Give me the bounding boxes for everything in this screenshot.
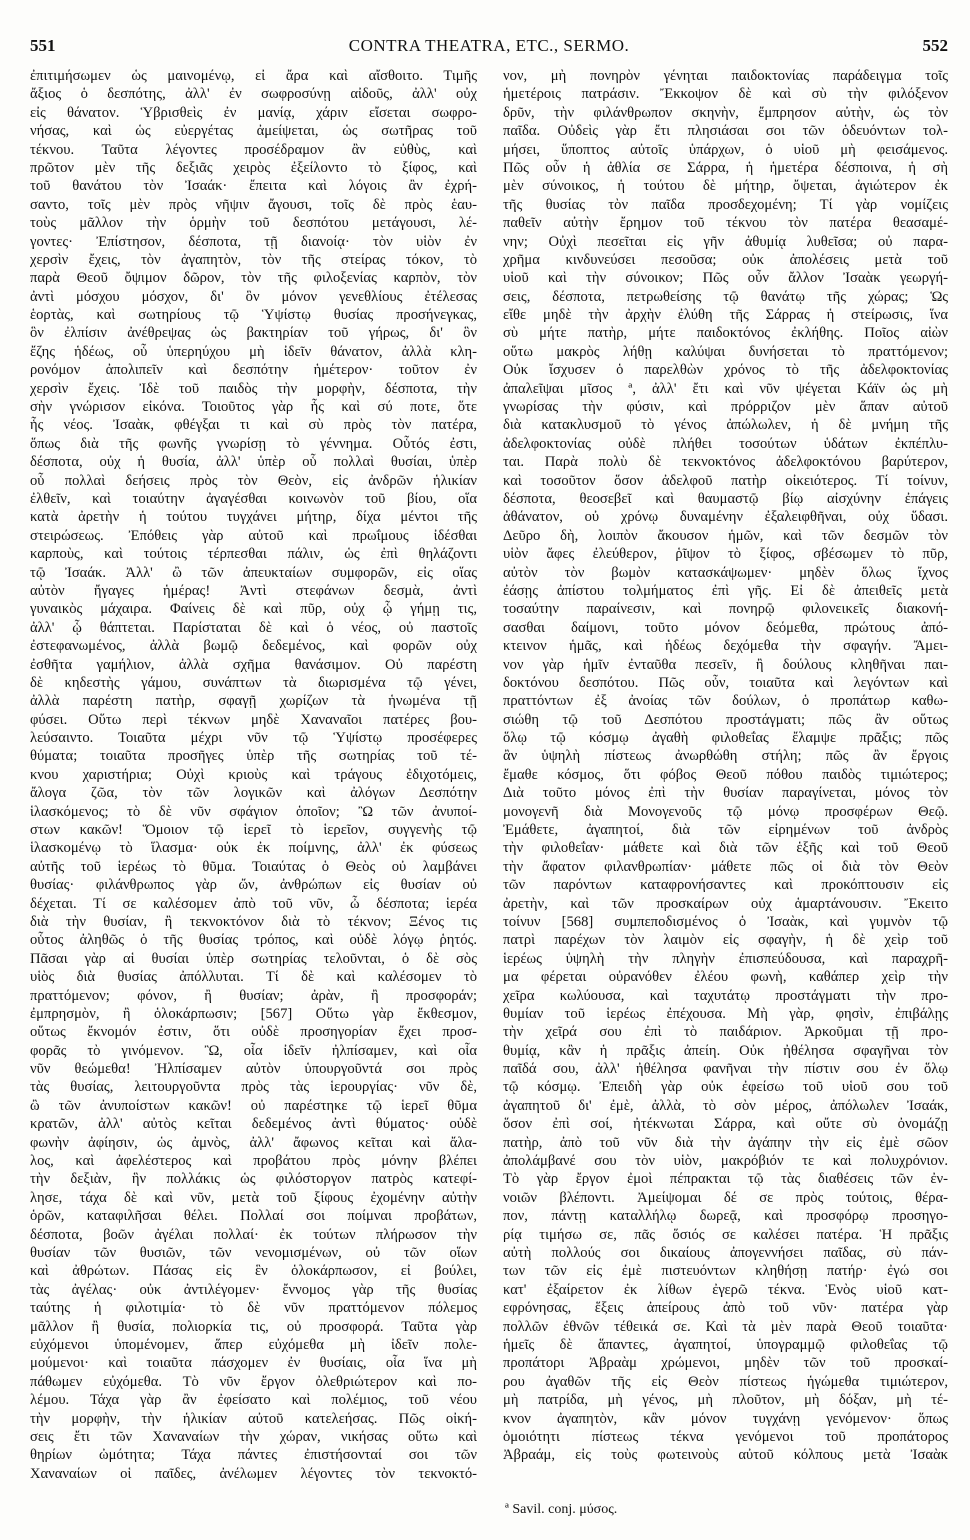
text-line: μα φέρεται οὐρανόθεν ἐλέου φωνὴ, καθάπερ χεὶρ τὴν [503,969,948,986]
text-line: ἀθάνατον, οὐ χρόνῳ δυναμένην ἐξαλειφθῆναι, οὐχ ὕδασι. [503,509,948,526]
text-line: πραττόμενον; φόνον, ἢ θυσίαν; ἀρὰν, ἢ προσφοράν; [30,987,477,1004]
text-line: πατρὶ παρέχων τὸν λαιμὸν εἰς σφαγὴν, ἡ δὲ χεὶρ τοῦ [503,932,948,949]
text-line: στων κακῶν! Ὅμοιον τῷ ἱερεῖ τὸ ἱερεῖον, συγγενὴς τῷ [30,822,477,839]
text-line: θυμίαν τοῦ ἱερέως ἐπέχουσα. Μὴ γὰρ, φησὶν, ἐπιβάλῃς [503,1005,948,1022]
text-line: καὶ τοσοῦτον ὅσον ἀδελφοῦ πατὴρ οἰκειότερος. Τί τοίνυν, [503,472,948,489]
text-line: δέσποτα, θεοσεβεῖ καὶ θαυμαστῷ βίῳ αἰσχύνην ἐπάγεις [503,490,948,507]
text-line: μὴ πατρίδα, μὴ γένος, μὴ πλοῦτον, μὴ δόξαν, μὴ τέ- [503,1392,948,1409]
text-line: νῦν θεώμεθα! Ἠλπίσαμεν αὐτὸν ὑπουργοῦντά σοι πρὸς [30,1061,477,1078]
text-line: ἐάσῃς ἀπίστου τολμήματος ἐπὶ γῆς. Εἰ δὲ ἀπειθεῖς μετὰ [503,582,948,599]
text-line: ἔμαθε κόσμος, ὅτι φόβος Θεοῦ πόθου παιδὸς τιμιώτερος; [503,766,948,783]
text-line: αὐτῆς τοῦ ἱερέως τὸ θῦμα. Τοιαύτας ὁ Θεὸς οὐ λαμβάνει [30,858,477,875]
text-line: τῷ κόσμῳ. Ἐπειδὴ γὰρ οὐκ ἐφείσω τοῦ υἱοῦ σου τοῦ [503,1079,948,1096]
text-line: σὺ μήτε πατὴρ, μήτε παιδοκτόνος ἐκλήθης. Ποῖος αἰὼν [503,325,948,342]
text-line: ἀλλ' ᾧ θάπτεται. Παρίσταται δὲ καὶ ὁ νέος, οὐ παστοῖς [30,619,477,636]
text-line: οὕτως ἔκνομόν ἐστιν, ὅτι οὐδὲ προσηγορίαν ἔχει προσ- [30,1024,477,1041]
text-line: γυναικὸς μάχαιρα. Φαίνεις δὲ καὶ πῦρ, οὐχ ᾧ γήμῃ τις, [30,601,477,618]
text-line: ἱλασκομένῳ τὸ ἵλασμα· οὐκ ἐκ ποίμνης, ἀλλ' ἐκ φύσεως [30,840,477,857]
text-line: ὃν ἐλπίσιν ἀνέθρεψας ὡς βακτηρίαν τοῦ γήρως, δι' ὃν [30,325,477,342]
text-line: τοῦ θανάτου τὸν Ἰσαάκ· ἔπειτα καὶ λόγοις ἂν ἐχρή- [30,178,477,195]
text-line: στειρώσεως. Ἐπόθεις γὰρ αὐτοῦ καὶ πρωΐμους ἰδέσθαι [30,527,477,544]
text-line: μήσει, ὕποπτος αὐτοῖς ὑπάρχων, ὁ υἱοῦ μὴ φεισάμενος. [503,141,948,158]
text-line: δέσποτα, βοῶν ἀγέλαι πολλαί· ἐκ τούτων πλήρωσον τὴν [30,1226,477,1243]
text-line: νον γὰρ ἡμῖν ἐνταῦθα πεσεῖν, ἢ δούλους κληθῆναι παι- [503,656,948,673]
text-line: ἐστεφανωμένος, ἀλλὰ βωμῷ δεδεμένος, καὶ φορῶν οὐχ [30,638,477,655]
text-line: σεις ἔτι τῶν Χαναναίων τὴν χώραν, νικήσας οὕτω καὶ [30,1428,477,1445]
text-line: παρὰ Θεοῦ ὄψιμον δῶρον, τὸν τῆς φιλοξενίας καρπὸν, τὸν [30,270,477,287]
text-line: πραττόντων ἐξ ἀνοίας τῶν δούλων, ὁ προπάτωρ καθω- [503,693,948,710]
text-line: ὢ τῶν ἀνυποίστων κακῶν! οὐ παρέστηκε τῷ ἱερεῖ θῦμα [30,1097,477,1114]
text-line: ἀντὶ μόσχου μόσχον, δι' ὃν μόνον γενεθλίους ἐτέλεσας [30,288,477,305]
text-line: ἱλασκόμενος; τὸ δὲ νῦν σφάγιον ὁποῖον; Ὢ τῶν ἀνυποί- [30,803,477,820]
text-line: δοκτόνου δεσπότου. Πῶς οὖν, τοιαῦτα καὶ λεγόντων καὶ [503,674,948,691]
text-line: ἐμπρησμὸν, ἢ ὁλοκάρπωσιν; [567] Οὕτω γὰρ ἔκθεσμον, [30,1005,477,1022]
text-line: τῷ Ἰσαάκ. Ἀλλ' ὢ τῶν ἀπευκταίων συμφορῶν, εἰς οἵας [30,564,477,581]
text-line: λος, καὶ ἀφελέστερος καὶ προβάτου πρὸς μόνην βλέπει [30,1153,477,1170]
text-line: Πᾶσαι γὰρ αἱ θυσίαι ὑπὲρ σωτηρίας τελοῦνται, ὁ δὲ σὸς [30,950,477,967]
text-line: ρονόμον ἀπολιπεῖν καὶ δεσπότην ἡμέτερον· τοῦτον ἐν [30,362,477,379]
text-line: πατὴρ, ἀπὸ τοῦ νῦν διὰ τὴν ἀγάπην τὴν εἰς ἐμὲ σῶον [503,1134,948,1151]
text-line: υἱὸν ἄφες ἐλεύθερον, ῥῖψον τὸ ξίφος, σβέσωμεν τὸ πῦρ, [503,546,948,563]
text-line: γοντες· Ἐπίστησον, δέσποτα, τῇ διανοίᾳ· τὸν υἱὸν ἐν [30,233,477,250]
text-line: εἴθε μηδὲ τὴν ἀρχὴν ἐλύθη τῆς Σάρρας ἡ στείρωσις, ἵνα [503,307,948,324]
text-line: Τὸ γὰρ ἔργον ἐμοὶ πέπρακται τῷ τὰς διαθέσεις τῶν ἐν- [503,1171,948,1188]
text-line: Διὰ τοῦτο μόνος ἐπὶ τὴν θυσίαν παραγίνεται, μόνος τὸν [503,785,948,802]
text-line: ὅλῳ τῷ κόσμῳ ἀγαθὴ φιλοθεΐας ἔλαμψε πρᾶξις; πῶς [503,730,948,747]
text-line: χερσὶν ἔχεις, τὸν ἀγαπητὸν, τὸν τῆς στείρας τόκον, τὸ [30,251,477,268]
text-line: ἐπιτιμήσωμεν ὡς μαινομένῳ, εἰ ἄρα καὶ αἴσθοιτο. Τιμῆς [30,68,477,84]
text-line: ρίᾳ τιμήσω σε, πᾶς ὅσιός σε καλέσει πατέρα. Ἡ πρᾶξις [503,1226,948,1243]
text-line: πολλῶν ἐθνῶν τέθεικά σε. Καὶ τὰ μὲν παρὰ Θεοῦ τοιαῦτα· [503,1318,948,1335]
text-line: κατὰ ἀρετὴν ἡ τούτου τυγχάνει μήτηρ, δίχα μέντοι τῆς [30,509,477,526]
text-line: οὗ πολλαὶ δεήσεις πρὸς τὸν Θεὸν, εἰς ἀνδρῶν ἡλικίαν [30,472,477,489]
text-line: τὴν δεξιὰν, ἣν πολλάκις ὡς φιλόστοργον πατρὸς κατεφί- [30,1171,477,1188]
text-line: τὰς ἀγέλας· οὐκ ἀντιλέγομεν· ἔννομος γὰρ τῆς θυσίας [30,1281,477,1298]
text-line: φύσει. Οὕτω περὶ τέκνων μηδὲ Χαναναῖοι πατέρες βου- [30,711,477,728]
text-line: ταύτης ἡ φιλοτιμία· τὸ δὲ νῦν πραττόμενον πόλεμος [30,1300,477,1317]
running-title: CONTRA THEATRA, ETC., SERMO. [348,36,630,55]
text-line: τοίνυν [568] συμπεποδισμένος ὁ Ἰσαὰκ, καὶ γυμνὸν τῷ [503,913,948,930]
text-line: καὶ ἀθρώτων. Πάσας εἰς ἓν ὁλοκάρπωσον, εἰ βούλει, [30,1263,477,1280]
text-line: ἡμεῖς δὲ ἅπαντες, ἀγαπητοί, ὑπογραμμῷ φιλοθεΐας τῷ [503,1336,948,1353]
text-line: θυσίας· φιλάνθρωπος γὰρ ὤν, ἀνθρώπων εἰς θυσίαν οὐ [30,877,477,894]
text-line: τὴν φιλοθεΐαν· μάθετε καὶ διὰ τῶν ἑξῆς καὶ τοῦ Θεοῦ [503,840,948,857]
text-line: τέκνου. Ταῦτα λέγοντες προσέδραμον ἂν εὐθὺς, καὶ [30,141,477,158]
text-line: των τῶν εἰς ἐμὲ πιστευόντων κληθήσῃ πατήρ· ἐγώ σοι [503,1263,948,1280]
text-line: νην; Οὐχὶ πεσεῖται εἰς γῆν ἀθυμίᾳ λυθεῖσα; οὐ παρα- [503,233,948,250]
text-line: θυσίαν τῶν θυσιῶν, τῶν νενομισμένων, οὐ τῶν οἵων [30,1245,477,1261]
text-line: εφρόνησας, ἕξεις ἀπείρους ἀπὸ τοῦ νῦν· πατέρα γὰρ [503,1300,948,1317]
text-line: φορᾶς τὸ γινόμενον. Ὢ, οἷα ἰδεῖν ἠλπίσαμεν, καὶ οἷα [30,1042,477,1059]
text-line: ἀδελφοκτονίας οὐδὲ πλήθει τοσούτων ὑδάτων ἐκπέπλυ- [503,435,948,452]
text-line: οὕτω μακρὸς λήθῃ καλύψαι δυνήσεται τὸ πραττόμενον; [503,343,948,360]
page-number-left: 551 [30,36,56,55]
text-line: πάθωμεν εὐχόμεθα. Τὸ νῦν ἔργον ὀλεθριώτερον καὶ πο- [30,1373,477,1390]
text-line: χερσὶν ἔχεις. Ἰδὲ τοῦ παιδὸς τὴν μορφὴν, δέσποτα, τὴν [30,380,477,397]
text-line: σιώθη τῷ τοῦ Δεσπότου προστάγματι; πῶς ἂν οὕτως [503,711,948,728]
text-line: ἄξιος ὁ δεσπότης, ἀλλ' ἐν σωφροσύνῃ αἰδοῦς, ἀλλ' οὐχ [30,86,477,103]
text-line: ὅπως διὰ τῆς φωνῆς γνωρίσῃ τὸ γέννημα. Οὗτός ἐστι, [30,435,477,452]
text-line: τὴν ἄφατον φιλανθρωπίαν· μάθετε πῶς οἱ διὰ τὸν Θεὸν [503,858,948,875]
text-line: σασθαι δαίμονι, τοῦτο μόνον δεόμεθα, πρώτους ἀπό- [503,619,948,636]
text-line: ἱερέως ὑψηλὴ τὴν πληγὴν ἐπισπεύδουσα, καὶ παραχρῆ- [503,950,948,967]
text-line: ἀρετὴν, καὶ τῶν προσκαίρων οὐχ ἁμαρτάνουσιν. Ἔκειτο [503,895,948,912]
running-header [30,34,948,58]
text-line: νοιῶν βλέποντι. Ἀμείψομαι δέ σε πρὸς τούτοις, θέρα- [503,1189,948,1206]
text-line: αὐτὸν τὸν βωμὸν κατασκάψωμεν· μηδὲν ὅλως ἴχνος [503,564,948,581]
page-number-right: 552 [922,36,948,55]
left-text-column [30,67,477,1483]
text-line: αὐτὴ πολλούς σοι δικαίους ἀπογεννήσει παῖδας, σὺ πάν- [503,1245,948,1261]
text-line: παῖδα. Οὐδεὶς γὰρ ἔτι πλησιάσαι σοι τῶν ὁδευόντων τολ- [503,123,948,140]
text-line: μὲν σύνοικος, ἡ τούτου δὲ μήτηρ, ὄψεται, ἁγιώτερον ἐκ [503,178,948,195]
text-line: χεῖρα κωλύουσα, καὶ ταχυτάτῳ προστάγματι τὴν προ- [503,987,948,1004]
text-line: ἀπαλεῖψαι μῖσος ª, ἀλλ' ἔτι καὶ νῦν ψέγεται Κάϊν ὡς μὴ [503,380,948,397]
text-line: καρποὺς, καὶ τούτοις τέρπεσθαι πάλιν, ὡς ἐπὶ θηλάζοντι [30,546,477,563]
text-line: εὐχόμενοι ὑπομένομεν, ἅπερ εὐχόμεθα μὴ ἰδεῖν πολε- [30,1336,477,1353]
text-line: παθεῖν αὐτὴν ἔρημον τοῦ τέκνου τὸν πατέρα θεασαμέ- [503,215,948,232]
text-line: διὰ κατακλυσμοῦ τὸ γένος ἀπώλωλεν, ἡ δὲ μνήμη τῆς [503,417,948,434]
text-line: ται. Παρὰ πολὺ δὲ τεκνοκτόνος ἀδελφοκτόνου βαρύτερον, [503,454,948,471]
text-line: πρῶτον μὲν τῆς δεξιᾶς χειρὸς ἐξείλοντο τὸ ξίφος, καὶ [30,159,477,176]
text-line: ἧς νέος. Ἰσαὰκ, φθέγξαι τι καὶ σὺ πρὸς τὸν πατέρα, [30,417,477,434]
text-line: Χαναναίων οἱ παῖδες, ἀνέλωμεν λέγοντες τὸν τεκνοκτό- [30,1465,477,1482]
text-line: σαντο, τοῖς μὲν πρὸς νῆψιν ἄγουσι, τοῖς δὲ πρὸς ἑαυ- [30,196,477,213]
text-line: νον, μὴ πονηρὸν γένηται παιδοκτονίας παράδειγμα τοῖς [503,68,948,84]
text-line: λεύσαιντο. Τοιαῦτα μέχρι νῦν τῷ Ὑψίστῳ προσέφερες [30,730,477,747]
text-line: τῶν παρόντων καταφρονήσαντες καὶ προκόπτουσιν εἰς [503,877,948,894]
text-line: ρου ἀγαθῶν τῆς εἰς Θεὸν πίστεως ἡγώμεθα τιμιώτερον, [503,1373,948,1390]
text-line: ἀπολάμβανέ σου τὸν υἱὸν, μακρόβιόν τε καὶ πολυχρόνιον. [503,1153,948,1170]
text-line: εἰς θάνατον. Ὑβρισθεὶς ἐν μανίᾳ, χάριν εἴσεται σωφρο- [30,104,477,121]
text-line: μᾶλλον ἢ θυσία, πολιορκία τις, οὐ προσφορά. Ταῦτα γὰρ [30,1318,477,1335]
text-line: Ἐμάθετε, ἀγαπητοί, διὰ τῶν εἰρημένων τοῦ ἀνδρὸς [503,822,948,839]
text-line: τοὺς μᾶλλον τὴν ὁρμὴν τοῦ δεσπότου μετάγουσι, λέ- [30,215,477,232]
text-line: ἑορτὰς, καὶ σωτηρίους τῷ Ὑψίστῳ θυσίας προσήνεγκας, [30,307,477,324]
text-line: ἄλογα ζῶα, τὸν τῶν λογικῶν καὶ ἀλόγων Δεσπότην [30,785,477,802]
text-line: ὁρῶν, καταφιλῆσαι θέλει. Πολλαί σοι ποίμναι προβάτων, [30,1208,477,1225]
text-line: Οὐκ ἴσχυσεν ὁ παρελθὼν χρόνος τὸ τῆς ἀδελφοκτονίας [503,362,948,379]
text-line: τοσαύτην παραίνεσιν, καὶ πονηρῷ φιλονεικεῖς διακονή- [503,601,948,618]
text-line: μούμενοι· καὶ τοιαῦτα πάσχομεν ἐν θυσίαις, οἷα ἵνα μὴ [30,1355,477,1372]
text-line: τὰς θυσίας, λειτουργοῦντα πρὸς τὰς ἱερουργίας· νῦν δὲ, [30,1079,477,1096]
footnote: ª Savil. conj. μύσος. [505,1502,618,1517]
text-line: χρῆμα κινδυνεύσει πεσοῦσα; οὐκ ἀπολέσεις μετὰ τοῦ [503,251,948,268]
text-line: ἀλλὰ παρέστη πατὴρ, σφαγῇ χωρίζων τὰ ἡνωμένα τῇ [30,693,477,710]
text-line: νήσας, καὶ ὡς εὐεργέτας ἀμείψεται, ὡς σωτῆρας τοῦ [30,123,477,140]
text-line: τῆς θυσίας τὸν παῖδα προσδεχομένη; Τί γὰρ νομίζεις [503,196,948,213]
text-line: ὅσον ἐπὶ σοί, ἠτέκνωται Σάρρα, καὶ οὔτε σὺ ὀνομάζῃ [503,1116,948,1133]
text-line: κτεινον ἡμᾶς, καὶ ἡδέως δεχόμεθα τὴν σφαγήν. Ἄμει- [503,638,948,655]
text-line: κατ' ἐξαίρετον ἐκ λίθων ἐγερῶ τέκνα. Ἑνὸς υἱοῦ κατ- [503,1281,948,1298]
text-line: μονογενῆ διὰ Μονογενοῦς τῷ μόνῳ προσφέρων Θεῷ. [503,803,948,820]
text-line: Δεῦρο δὴ, λοιπὸν ἄκουσον ἡμῶν, καὶ τῶν δεσμῶν τὸν [503,527,948,544]
text-line: λέμου. Τάχα γὰρ ἂν ἐφείσατο καὶ πολέμιος, τοῦ νέου [30,1392,477,1409]
text-line: σὴν γνώρισον εἰκόνα. Τοιοῦτος γὰρ ἧς καὶ σύ ποτε, ὅτε [30,399,477,416]
text-line: δέσποτα, οὐχ ἡ θυσία, ἀλλ' ὑπὲρ οὗ πολλαὶ θυσίαι, ὑπὲρ [30,454,477,471]
text-line: υἱοῦ καὶ τὴν σύνοικον; Πῶς οὖν ἄλλον Ἰσαὰκ γεωργή- [503,270,948,287]
text-line: οὗτος ἀληθῶς ὁ τῆς θυσίας τρόπος, καὶ οὐδὲ λόγῳ ῥητός. [30,932,477,949]
text-line: ὁμοιότητι πίστεως τέκνα γενόμενοι τοῦ προπάτορος [503,1428,948,1445]
text-line: ἂν ὑψηλὴ πίστεως ἀνωρθώθη στήλη; πῶς ἂν ἔργοις [503,748,948,765]
text-line: ἔζης ἡδέως, οὗ ὑπερηύχου μὴ ἰδεῖν θάνατον, ἀλλὰ κλη- [30,343,477,360]
text-line: θηρίων ὠμότητα; Τάχα πάντες ἐπιστήσονταί σοι τῶν [30,1447,477,1464]
text-line: λησε, τάχα δὲ καὶ νῦν, μετὰ τοῦ ξίφους ἐχομένην αὐτὴν [30,1189,477,1206]
text-line: πον, πάντῃ καταλλήλῳ δωρεᾷ, καὶ προσφόρῳ προσηγο- [503,1208,948,1225]
text-line: ἡμετέροις πατράσιν. Ἔκκοψον δὲ καὶ σὺ τὴν φιλόξενον [503,86,948,103]
text-line: ἐσθῆτα γαμήλιον, ἀλλὰ σχῆμα θανάσιμον. Οὐ παρέστη [30,656,477,673]
text-line: προπάτορι Ἀβραὰμ χρώμενοι, μηδὲν τῶν τοῦ προσκαί- [503,1355,948,1372]
text-line: Πῶς οὖν ἡ ἀθλία σε Σάρρα, ἡ ἡμετέρα δέσποινα, ἡ σὴ [503,159,948,176]
text-line: κρατῶν, ἀλλ' αὐτὸς κεῖται δεδεμένος ἀντὶ θύματος· οὐδὲ [30,1116,477,1133]
text-line: γνωρίσας τὴν φύσιν, καὶ πρόρριζον μὲν ἅπαν αὐτοῦ [503,399,948,416]
text-line: τὴν μορφὴν, τὴν ἡλικίαν αὐτοῦ κατελεήσας. Πῶς οἰκή- [30,1410,477,1427]
text-line: δέχεται. Τί σε καλέσομεν ἀπὸ τοῦ νῦν, ὦ δέσποτα; ἱερέα [30,895,477,912]
text-line: σεις, δέσποτα, πετρωθείσης τῷ θανάτῳ τῆς χώρας; Ὡς [503,288,948,305]
text-line: Ἀβραάμ, εἰς τοὺς φωτεινοὺς αὐτοῦ κόλπους μετὰ Ἰσαὰκ [503,1447,948,1464]
text-line: δὲ κηδεστὴς γάμου, συνάπτων τὰ διωρισμένα τῷ γένει, [30,674,477,691]
text-line: θυμίᾳ, κἂν ἡ πρᾶξις ἀπείη. Οὐκ ἠθέλησα σφαγῆναι τὸν [503,1042,948,1059]
text-line: κνου χαριστήρια; Οὐχὶ κριοὺς καὶ τράγους ἐδιχοτόμεις, [30,766,477,783]
text-line: φωνὴν ἀφίησιν, ὡς ἀμνὸς, ἀλλ' ἄφωνος κεῖται καὶ ἄλα- [30,1134,477,1151]
text-line: παῖδά σου, ἀλλ' ἠθέλησα φανῆναι τὴν πίστιν σου ἐν ὅλῳ [503,1061,948,1078]
text-line: δρῦν, τὴν φιλάνθρωπον σκηνὴν, ἔμπρησον αὐτὴν, ὡς τὸν [503,104,948,121]
text-line: θύματα; τοιαῦτα προσῆγες ὑπὲρ τῆς σωτηρίας τοῦ τέ- [30,748,477,765]
text-line: τὴν χεῖρά σου ἐπὶ τὸ παιδάριον. Ἀρκοῦμαι τῇ προ- [503,1024,948,1041]
text-line: υἱὸς διὰ θυσίας ἀπόλλυται. Τί δὲ καὶ καλέσομεν τὸ [30,969,477,986]
text-line: ἐλθεῖν, καὶ τοιαύτην ἀγαγέσθαι κοινωνὸν τοῦ βίου, οἵα [30,490,477,507]
text-line: κνον ἀγαπητὸν, κἂν μόνον τυγχάνῃ γενόμενον· ὅπως [503,1410,948,1427]
text-line: αὐτὸν ἤγαγες ἡμέρας! Ἀντὶ στεφάνων δεσμὰ, ἀντὶ [30,582,477,599]
text-line: διὰ τὴν θυσίαν, ἢ τεκνοκτόνον διὰ τὸ τέκνον; Ξένος τις [30,913,477,930]
text-line: ἀγαπητοῦ δι' ἐμὲ, ἀλλὰ, τὸ σὸν μέρος, ἀπόλωλεν Ἰσαάκ, [503,1097,948,1114]
right-text-column [503,67,948,1465]
